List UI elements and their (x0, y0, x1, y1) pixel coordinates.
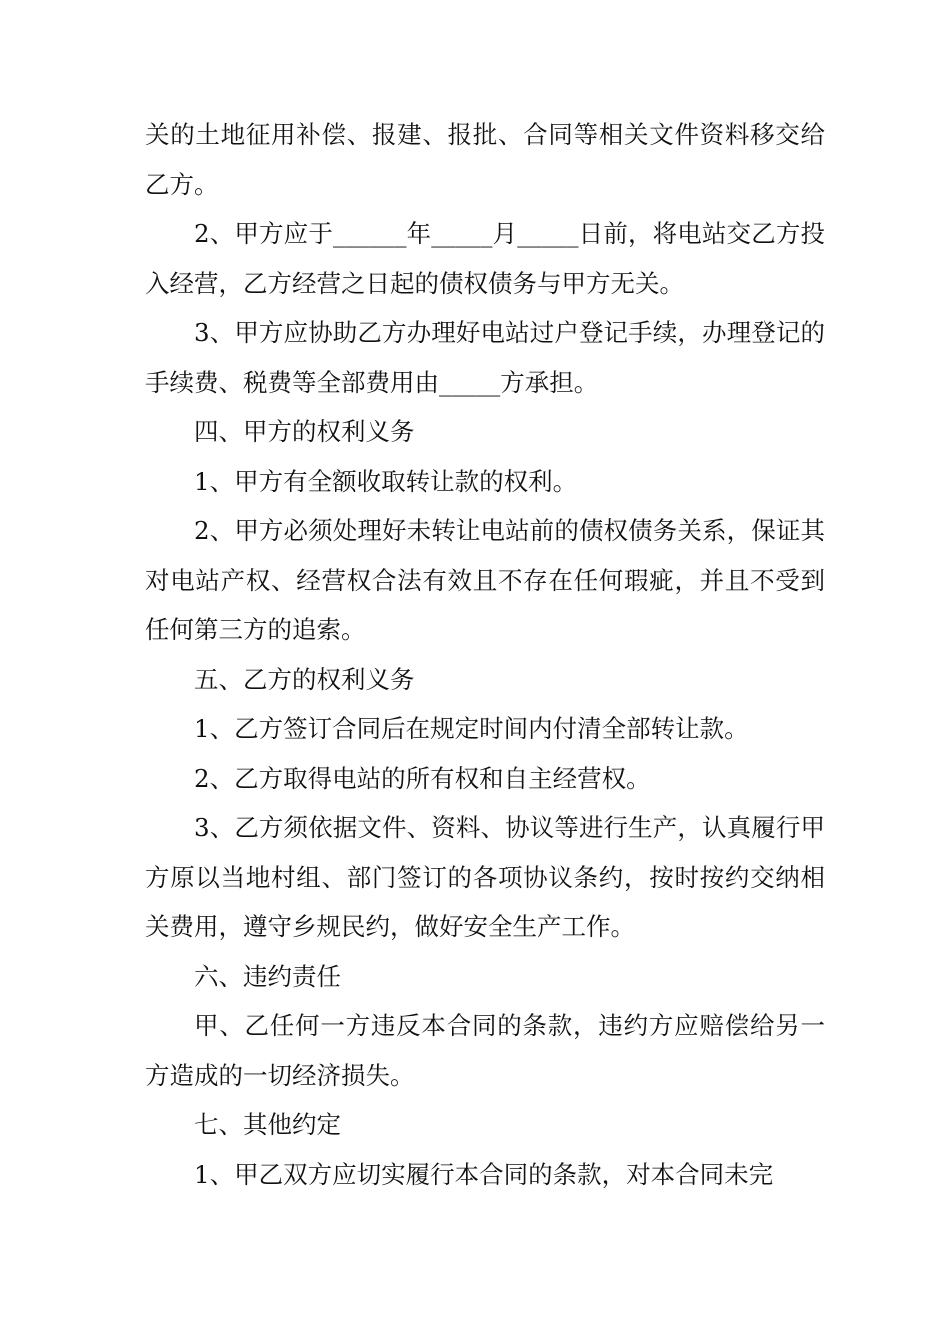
paragraph-clause-5-1: 1、乙方签订合同后在规定时间内付清全部转让款。 (194, 714, 749, 743)
paragraph-clause-4-1: 1、甲方有全额收取转让款的权利。 (194, 466, 578, 496)
paragraph-continuation: 关的土地征用补偿、报建、报批、合同等相关文件资料移交给乙方。 (145, 120, 825, 199)
section-heading-7: 七、其他约定 (194, 1110, 341, 1139)
paragraph-clause-5-2: 2、乙方取得电站的所有权和自主经营权。 (194, 763, 651, 793)
paragraph-clause-5-3: 3、乙方须依据文件、资料、协议等进行生产，认真履行甲方原以当地村组、部门签订的各项协议条约，按时按约交纳相关费用，遵守乡规民约，做好安全生产工作。 (145, 813, 825, 941)
section-heading-6: 六、违约责任 (194, 961, 341, 991)
document-page (145, 110, 825, 1199)
section-heading-4: 四、甲方的权利义务 (194, 417, 415, 446)
paragraph-clause-4-2: 2、甲方必须处理好未转让电站前的债权债务关系，保证其对电站产权、经营权合法有效且不存在任何瑕疵，并且不受到任何第三方的追索。 (145, 516, 825, 644)
paragraph-clause-6: 甲、乙任何一方违反本合同的条款，违约方应赔偿给另一方造成的一切经济损失。 (145, 1011, 825, 1090)
section-heading-5: 五、乙方的权利义务 (194, 664, 415, 694)
paragraph-clause-3-3: 3、甲方应协助乙方办理好电站过户登记手续，办理登记的手续费、税费等全部费用由_____方承担。 (145, 318, 825, 397)
paragraph-clause-7-1: 1、甲乙双方应切实履行本合同的条款，对本合同未完 (194, 1159, 774, 1189)
paragraph-clause-3-2: 2、甲方应于______年_____月_____日前，将电站交乙方投入经营，乙方经营之日起的债权债务与甲方无关。 (145, 219, 825, 298)
